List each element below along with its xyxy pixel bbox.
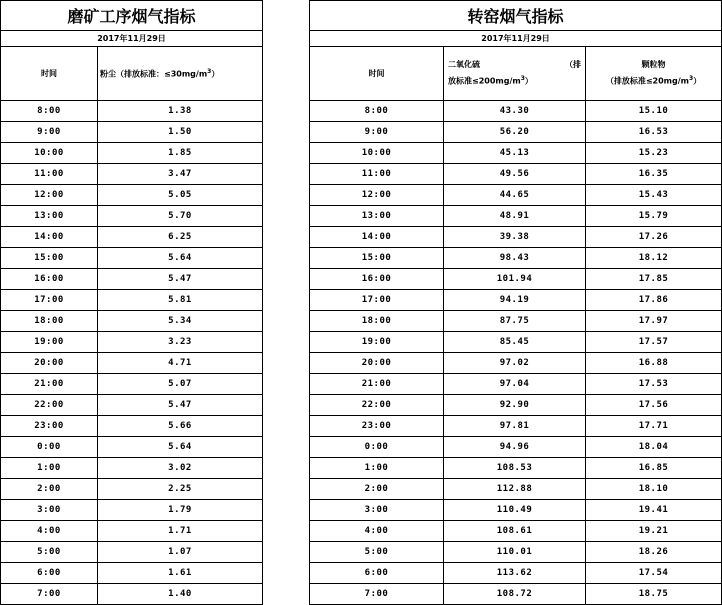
time-cell: 20:00	[1, 353, 98, 374]
so2-value-cell: 87.75	[444, 311, 586, 332]
time-cell: 3:00	[310, 500, 444, 521]
grinding-col-time-header: 时间	[1, 47, 98, 101]
time-cell: 10:00	[310, 143, 444, 164]
time-cell: 19:00	[310, 332, 444, 353]
dust-value-cell: 5.66	[98, 416, 263, 437]
pm-value-cell: 17.54	[586, 563, 722, 584]
kiln-table-title: 转窑烟气指标	[310, 1, 722, 31]
time-cell: 4:00	[310, 521, 444, 542]
so2-value-cell: 110.01	[444, 542, 586, 563]
table-row	[1, 437, 263, 458]
table-row	[1, 542, 263, 563]
table-row	[310, 311, 722, 332]
table-row	[1, 416, 263, 437]
time-cell: 5:00	[1, 542, 98, 563]
dust-value-cell: 5.47	[98, 269, 263, 290]
time-cell: 21:00	[1, 374, 98, 395]
kiln-flue-gas-table	[309, 0, 722, 605]
time-cell: 14:00	[1, 227, 98, 248]
time-cell: 23:00	[1, 416, 98, 437]
pm-value-cell: 17.53	[586, 374, 722, 395]
table-row	[310, 143, 722, 164]
time-cell: 15:00	[310, 248, 444, 269]
kiln-table-date: 2017年11月29日	[310, 31, 722, 47]
table-row	[310, 521, 722, 542]
dust-value-cell: 5.47	[98, 395, 263, 416]
pm-value-cell: 18.04	[586, 437, 722, 458]
dust-value-cell: 1.61	[98, 563, 263, 584]
table-row	[310, 542, 722, 563]
so2-value-cell: 113.62	[444, 563, 586, 584]
dust-value-cell: 4.71	[98, 353, 263, 374]
time-cell: 16:00	[310, 269, 444, 290]
pm-value-cell: 15.10	[586, 101, 722, 122]
table-row	[1, 311, 263, 332]
time-cell: 22:00	[1, 395, 98, 416]
so2-value-cell: 85.45	[444, 332, 586, 353]
dust-value-cell: 3.23	[98, 332, 263, 353]
time-cell: 19:00	[1, 332, 98, 353]
table-row	[1, 143, 263, 164]
pm-value-cell: 17.26	[586, 227, 722, 248]
time-cell: 1:00	[1, 458, 98, 479]
grinding-table-title: 磨矿工序烟气指标	[1, 1, 263, 31]
table-row	[1, 584, 263, 605]
time-cell: 23:00	[310, 416, 444, 437]
table-row	[1, 122, 263, 143]
time-cell: 17:00	[310, 290, 444, 311]
pm-value-cell: 16.88	[586, 353, 722, 374]
pm-value-cell: 16.53	[586, 122, 722, 143]
dust-value-cell: 1.40	[98, 584, 263, 605]
time-cell: 9:00	[1, 122, 98, 143]
pm-value-cell: 15.23	[586, 143, 722, 164]
time-cell: 4:00	[1, 521, 98, 542]
so2-value-cell: 39.38	[444, 227, 586, 248]
table-row	[1, 521, 263, 542]
dust-value-cell: 1.85	[98, 143, 263, 164]
table-row	[310, 101, 722, 122]
time-cell: 10:00	[1, 143, 98, 164]
time-cell: 16:00	[1, 269, 98, 290]
time-cell: 11:00	[310, 164, 444, 185]
table-row	[310, 227, 722, 248]
pm-value-cell: 18.10	[586, 479, 722, 500]
grinding-table-body	[1, 101, 263, 605]
table-row	[1, 353, 263, 374]
time-cell: 9:00	[310, 122, 444, 143]
kiln-col-so2-header: 二氧化硫 （排 放标准$\le 200mg/m^3$）	[444, 47, 586, 101]
table-row	[1, 395, 263, 416]
time-cell: 13:00	[310, 206, 444, 227]
time-cell: 8:00	[310, 101, 444, 122]
table-row	[1, 563, 263, 584]
pm-value-cell: 17.97	[586, 311, 722, 332]
time-cell: 22:00	[310, 395, 444, 416]
time-cell: 0:00	[310, 437, 444, 458]
pm-value-cell: 19.41	[586, 500, 722, 521]
time-cell: 6:00	[310, 563, 444, 584]
dust-value-cell: 5.70	[98, 206, 263, 227]
time-cell: 7:00	[1, 584, 98, 605]
table-row	[310, 584, 722, 605]
so2-value-cell: 101.94	[444, 269, 586, 290]
time-cell: 2:00	[1, 479, 98, 500]
time-cell: 18:00	[1, 311, 98, 332]
so2-value-cell: 44.65	[444, 185, 586, 206]
table-row	[310, 185, 722, 206]
table-row	[310, 164, 722, 185]
pm-value-cell: 18.75	[586, 584, 722, 605]
time-cell: 0:00	[1, 437, 98, 458]
table-row	[310, 458, 722, 479]
pm-value-cell: 17.71	[586, 416, 722, 437]
table-row	[1, 332, 263, 353]
table-row	[1, 227, 263, 248]
table-row	[1, 206, 263, 227]
table-row	[1, 374, 263, 395]
so2-value-cell: 94.96	[444, 437, 586, 458]
time-cell: 21:00	[310, 374, 444, 395]
table-row	[1, 248, 263, 269]
pm-value-cell: 19.21	[586, 521, 722, 542]
dust-value-cell: 6.25	[98, 227, 263, 248]
kiln-table-body	[310, 101, 722, 605]
table-row	[1, 269, 263, 290]
table-row	[1, 290, 263, 311]
dust-value-cell: 1.38	[98, 101, 263, 122]
pm-value-cell: 15.43	[586, 185, 722, 206]
table-row	[1, 500, 263, 521]
table-row	[310, 416, 722, 437]
table-row	[310, 563, 722, 584]
time-cell: 14:00	[310, 227, 444, 248]
so2-value-cell: 97.04	[444, 374, 586, 395]
pm-value-cell: 15.79	[586, 206, 722, 227]
so2-value-cell: 108.61	[444, 521, 586, 542]
so2-value-cell: 97.81	[444, 416, 586, 437]
table-row	[310, 374, 722, 395]
time-cell: 17:00	[1, 290, 98, 311]
dust-value-cell: 5.34	[98, 311, 263, 332]
dust-value-cell: 3.47	[98, 164, 263, 185]
table-row	[1, 185, 263, 206]
so2-value-cell: 108.53	[444, 458, 586, 479]
dust-value-cell: 1.07	[98, 542, 263, 563]
so2-value-cell: 108.72	[444, 584, 586, 605]
table-row	[310, 206, 722, 227]
dust-value-cell: 3.02	[98, 458, 263, 479]
so2-value-cell: 98.43	[444, 248, 586, 269]
table-row	[310, 269, 722, 290]
table-row	[310, 437, 722, 458]
dust-value-cell: 2.25	[98, 479, 263, 500]
so2-value-cell: 49.56	[444, 164, 586, 185]
table-row	[310, 353, 722, 374]
so2-value-cell: 56.20	[444, 122, 586, 143]
time-cell: 15:00	[1, 248, 98, 269]
pm-value-cell: 16.35	[586, 164, 722, 185]
time-cell: 2:00	[310, 479, 444, 500]
dust-value-cell: 1.79	[98, 500, 263, 521]
time-cell: 13:00	[1, 206, 98, 227]
table-row	[310, 248, 722, 269]
time-cell: 20:00	[310, 353, 444, 374]
grinding-table-date: 2017年11月29日	[1, 31, 263, 47]
kiln-col-time-header: 时间	[310, 47, 444, 101]
table-row	[310, 290, 722, 311]
kiln-col-pm-header: 颗粒物 （排放标准$\le 20mg/m^3$）	[586, 47, 722, 101]
time-cell: 12:00	[1, 185, 98, 206]
time-cell: 11:00	[1, 164, 98, 185]
dust-value-cell: 1.50	[98, 122, 263, 143]
grinding-flue-gas-table	[0, 0, 263, 605]
table-row	[1, 164, 263, 185]
so2-value-cell: 97.02	[444, 353, 586, 374]
so2-value-cell: 94.19	[444, 290, 586, 311]
time-cell: 8:00	[1, 101, 98, 122]
time-cell: 18:00	[310, 311, 444, 332]
so2-value-cell: 43.30	[444, 101, 586, 122]
time-cell: 12:00	[310, 185, 444, 206]
pm-value-cell: 17.57	[586, 332, 722, 353]
time-cell: 5:00	[310, 542, 444, 563]
time-cell: 3:00	[1, 500, 98, 521]
so2-value-cell: 110.49	[444, 500, 586, 521]
so2-value-cell: 112.88	[444, 479, 586, 500]
table-row	[310, 122, 722, 143]
pm-value-cell: 16.85	[586, 458, 722, 479]
pm-value-cell: 18.12	[586, 248, 722, 269]
pm-value-cell: 17.56	[586, 395, 722, 416]
so2-value-cell: 45.13	[444, 143, 586, 164]
time-cell: 1:00	[310, 458, 444, 479]
table-row	[1, 458, 263, 479]
dust-value-cell: 5.64	[98, 248, 263, 269]
dust-value-cell: 5.64	[98, 437, 263, 458]
table-row	[310, 332, 722, 353]
pm-value-cell: 17.86	[586, 290, 722, 311]
table-row	[1, 479, 263, 500]
table-row	[310, 395, 722, 416]
pm-value-cell: 18.26	[586, 542, 722, 563]
table-row	[310, 479, 722, 500]
table-row	[310, 500, 722, 521]
time-cell: 6:00	[1, 563, 98, 584]
dust-value-cell: 1.71	[98, 521, 263, 542]
so2-value-cell: 92.90	[444, 395, 586, 416]
dust-value-cell: 5.07	[98, 374, 263, 395]
dust-value-cell: 5.81	[98, 290, 263, 311]
time-cell: 7:00	[310, 584, 444, 605]
so2-value-cell: 48.91	[444, 206, 586, 227]
pm-value-cell: 17.85	[586, 269, 722, 290]
grinding-col-dust-header: 粉尘（排放标准：$\le 30mg/m^3$）	[98, 47, 263, 101]
dust-value-cell: 5.05	[98, 185, 263, 206]
table-row	[1, 101, 263, 122]
